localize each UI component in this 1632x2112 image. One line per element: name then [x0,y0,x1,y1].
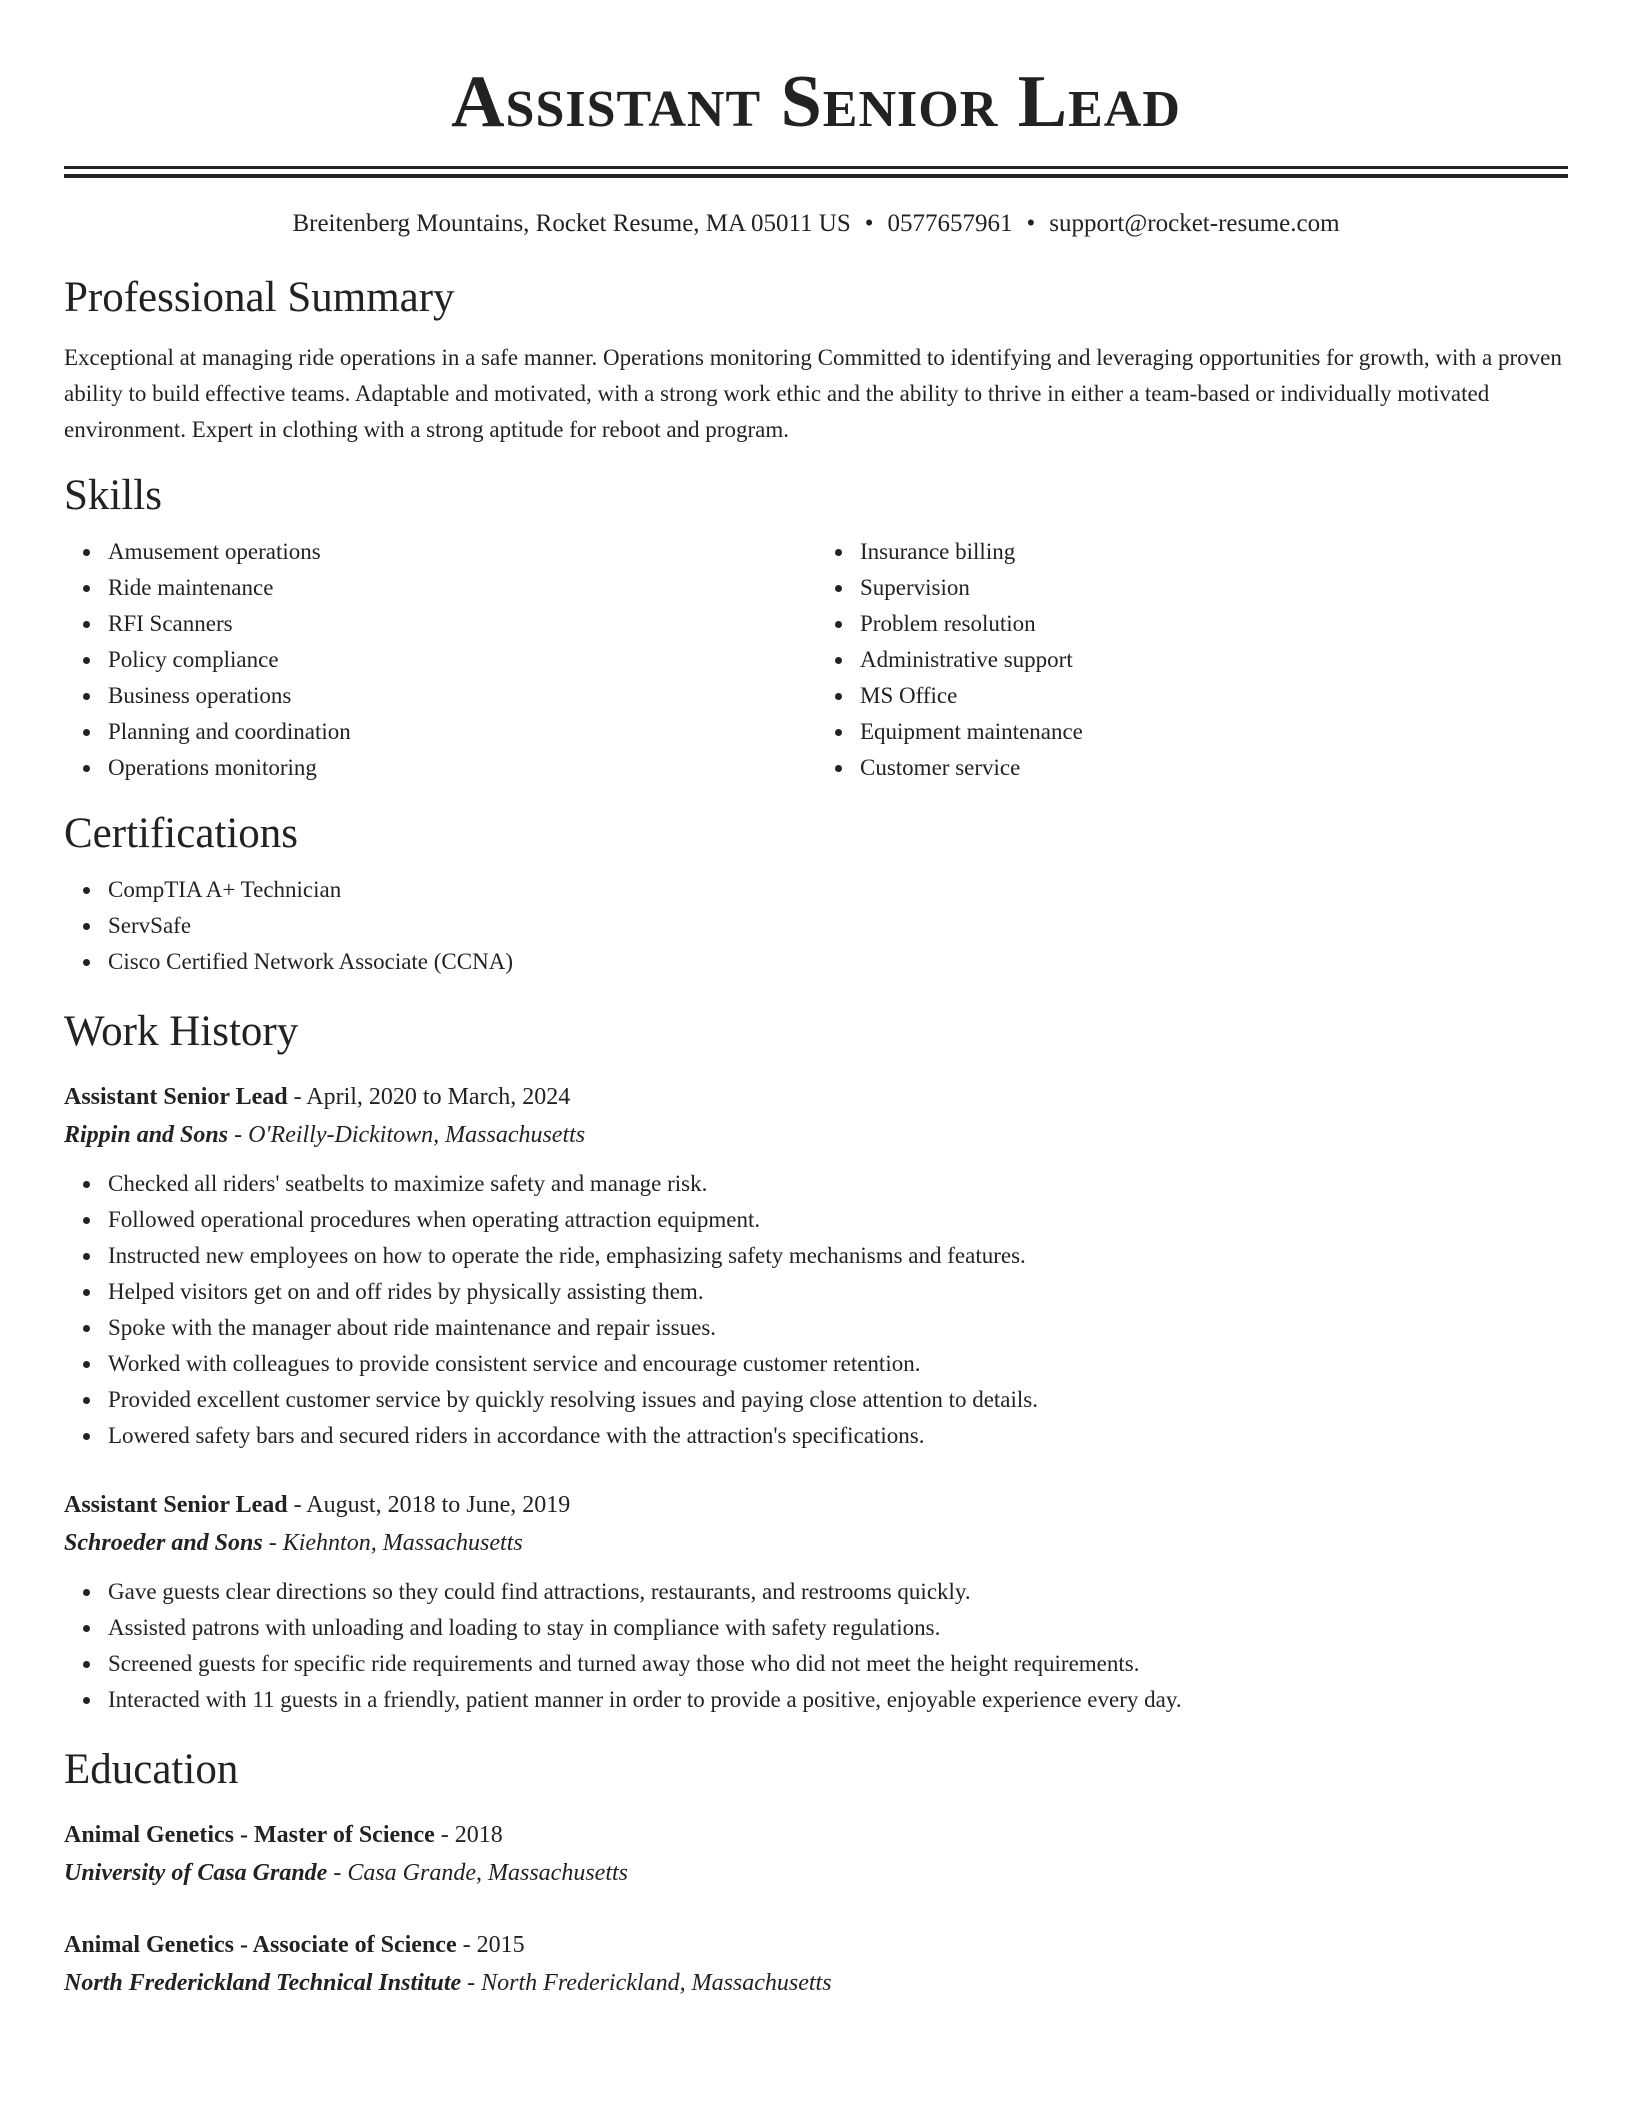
job-location: - O'Reilly-Dickitown, Massachusetts [228,1122,586,1148]
job-company-line [64,1116,1568,1154]
job-bullet: Checked all riders' seatbelts to maximize safety and manage risk. [108,1166,1568,1202]
skill-item: Business operations [108,678,816,714]
contact-email: support@rocket-resume.com [1049,210,1340,237]
education-entry [64,1926,1568,2002]
education-degree-line [64,1926,1568,1964]
summary-text: Exceptional at managing ride operations in a safe manner. Operations monitoring Committed to identifying and leveraging opportunities for growth, with a proven ability to build effective teams. Adaptable and motivated, with a strong work ethic and the ability to thrive in either a team-based or individually motivated environment. Expert in clothing with a strong aptitude for reboot and program. [64,345,1562,442]
header-divider [64,166,1568,178]
job-location: - Kiehnton, Massachusetts [262,1530,523,1556]
job-dates: - April, 2020 to March, 2024 [287,1084,571,1110]
certifications-heading: Certifications [64,810,299,857]
job-bullet: Gave guests clear directions so they could find attractions, restaurants, and restrooms quickly. [108,1574,1568,1610]
job-bullet: Instructed new employees on how to operate the ride, emphasizing safety mechanisms and features. [108,1238,1568,1274]
job-company-line [64,1524,1568,1562]
skill-item: Planning and coordination [108,714,816,750]
job-dates: - August, 2018 to June, 2019 [287,1492,571,1518]
skill-item: Policy compliance [108,642,816,678]
certification-item: CompTIA A+ Technician [108,872,1568,908]
education-school-line [64,1964,1568,2002]
job-bullet: Followed operational procedures when operating attraction equipment. [108,1202,1568,1238]
job-bullets [64,1166,1568,1454]
job-bullet: Spoke with the manager about ride maintenance and repair issues. [108,1310,1568,1346]
summary-heading: Professional Summary [64,274,455,321]
education-location: - North Frederickland, Massachusetts [461,1970,832,1996]
education-school: University of Casa Grande [64,1860,328,1886]
job-entry [64,1486,1568,1718]
education-year: - 2015 [456,1932,525,1958]
skill-item: Supervision [860,570,1568,606]
job-bullet: Provided excellent customer service by quickly resolving issues and paying close attention to details. [108,1382,1568,1418]
resume-name: Assistant Senior Lead [451,61,1181,143]
job-bullet: Assisted patrons with unloading and loading to stay in compliance with safety regulations. [108,1610,1568,1646]
education-school-line [64,1854,1568,1892]
education-entry [64,1816,1568,1892]
education-heading: Education [64,1746,239,1793]
job-bullet: Helped visitors get on and off rides by physically assisting them. [108,1274,1568,1310]
contact-separator: • [864,210,874,237]
education-school: North Frederickland Technical Institute [64,1970,462,1996]
education-degree: Animal Genetics - Associate of Science [64,1932,457,1958]
skill-item: Insurance billing [860,534,1568,570]
skill-item: RFI Scanners [108,606,816,642]
job-title: Assistant Senior Lead [64,1084,288,1110]
skills-list-left [64,534,816,786]
skills-grid [64,534,1568,786]
job-company: Schroeder and Sons [64,1530,263,1556]
skill-item: Operations monitoring [108,750,816,786]
skill-item: MS Office [860,678,1568,714]
education-degree: Animal Genetics - Master of Science [64,1822,435,1848]
contact-address: Breitenberg Mountains, Rocket Resume, MA 05011 US [292,210,851,237]
contact-phone: 0577657961 [887,210,1013,237]
skill-item: Administrative support [860,642,1568,678]
job-bullet: Lowered safety bars and secured riders in accordance with the attraction's specifications. [108,1418,1568,1454]
skill-item: Problem resolution [860,606,1568,642]
job-entry [64,1078,1568,1454]
job-title-line [64,1078,1568,1116]
skills-list-right [816,534,1568,786]
contact-line [64,208,1568,240]
skill-item: Ride maintenance [108,570,816,606]
certification-item: Cisco Certified Network Associate (CCNA) [108,944,1568,980]
skills-heading: Skills [64,472,162,519]
job-bullet: Interacted with 11 guests in a friendly, patient manner in order to provide a positive, enjoyable experience every day. [108,1682,1568,1718]
education-year: - 2018 [434,1822,503,1848]
job-title-line [64,1486,1568,1524]
job-bullets [64,1574,1568,1718]
education-location: - Casa Grande, Massachusetts [327,1860,628,1886]
job-bullet: Screened guests for specific ride requirements and turned away those who did not meet the height requirements. [108,1646,1568,1682]
job-bullet: Worked with colleagues to provide consistent service and encourage customer retention. [108,1346,1568,1382]
job-company: Rippin and Sons [64,1122,229,1148]
certification-item: ServSafe [108,908,1568,944]
education-degree-line [64,1816,1568,1854]
skill-item: Equipment maintenance [860,714,1568,750]
contact-separator: • [1026,210,1036,237]
certifications-list [64,872,1568,980]
skill-item: Customer service [860,750,1568,786]
job-title: Assistant Senior Lead [64,1492,288,1518]
work-history-heading: Work History [64,1008,299,1055]
skill-item: Amusement operations [108,534,816,570]
